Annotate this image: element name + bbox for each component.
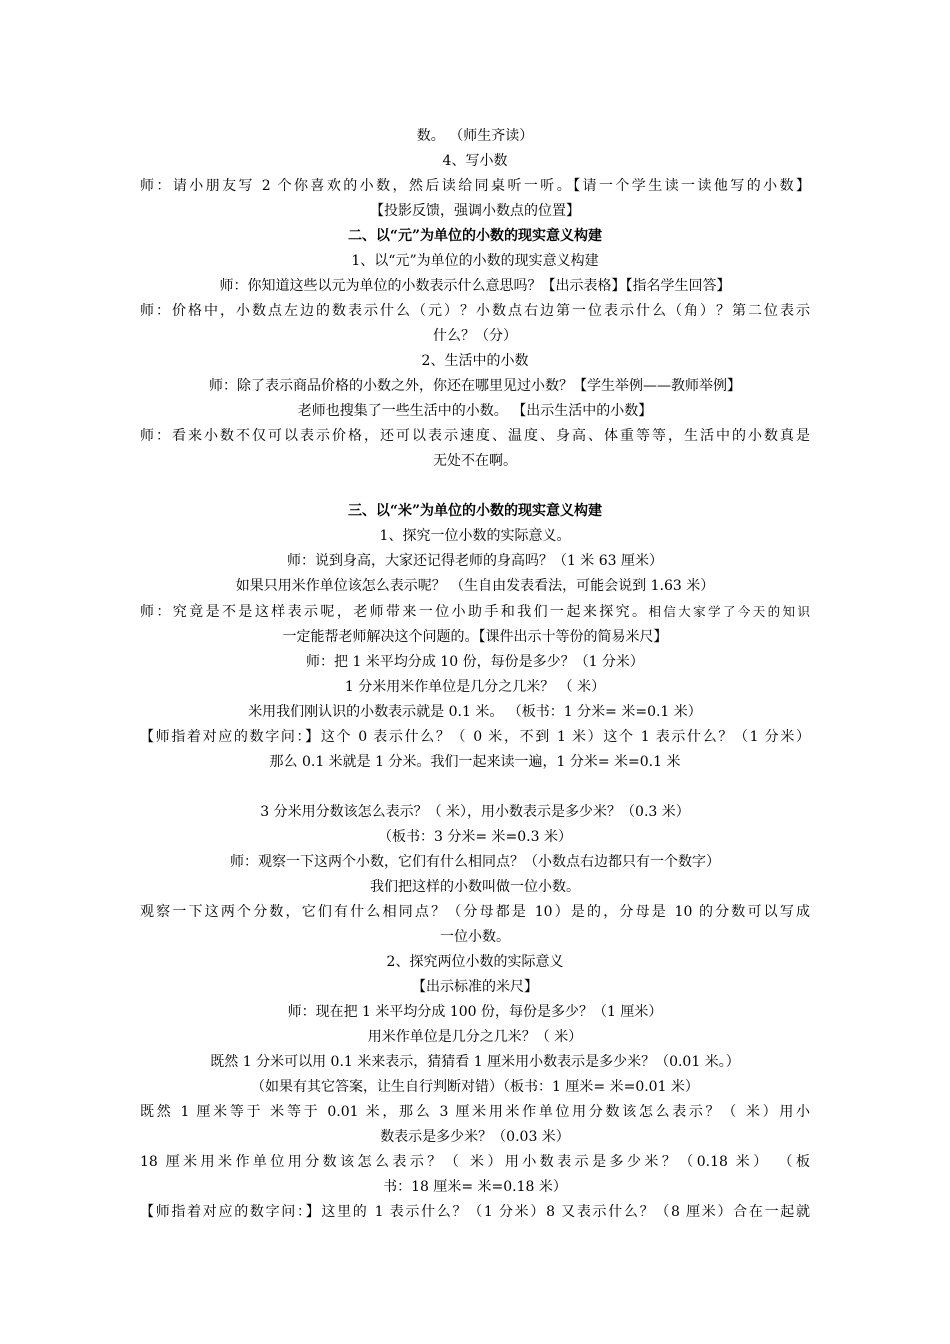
text-line: 18 厘米用米作单位用分数该怎么表示？（ 米）用小数表示是多少米？（0.18 米） （板 xyxy=(140,1154,810,1170)
text-line: 【投影反馈，强调小数点的位置】 xyxy=(370,203,580,219)
text-line: 3 分米用分数该怎么表示？（ 米），用小数表示是多少米？（0.3 米） xyxy=(260,804,690,820)
text-line: 师：观察一下这两个小数，它们有什么相同点？（小数点右边都只有一个数字） xyxy=(230,854,720,870)
text-segment-small: 相信大家学了今天的知识 xyxy=(648,604,810,619)
text-line: 既然 1 分米可以用 0.1 米来表示，猜猜看 1 厘米用小数表示是多少米？（0.01 米。） xyxy=(210,1054,740,1070)
text-line: 师：价格中，小数点左边的数表示什么（元）？小数点右边第一位表示什么（角）？第二位表示 xyxy=(140,303,810,319)
text-line: 米用我们刚认识的小数表示就是 0.1 米。 （板书：1 分米= 米=0.1 米） xyxy=(248,704,702,720)
text-line: 一位小数。 xyxy=(440,929,510,945)
blank-line xyxy=(140,474,810,499)
subheading: 1、以“元”为单位的小数的现实意义构建 xyxy=(351,253,599,269)
text-line: （如果有其它答案，让生自行判断对错）（板书：1 厘米= 米=0.01 米） xyxy=(251,1079,699,1095)
text-line: 师：说到身高，大家还记得老师的身高吗？（1 米 63 厘米） xyxy=(286,553,664,569)
text-line: 我们把这样的小数叫做一位小数。 xyxy=(370,879,580,895)
text-line: 什么？（分） xyxy=(433,328,517,344)
section-heading-2: 二、以“元”为单位的小数的现实意义构建 xyxy=(347,228,603,244)
text-line: 【师指着对应的数字问：】这里的 1 表示什么？（1 分米）8 又表示什么？（8 厘米）合在一起就 xyxy=(140,1204,810,1220)
subheading: 1、探究一位小数的实际意义。 xyxy=(379,528,571,544)
subheading: 2、生活中的小数 xyxy=(421,353,529,369)
text-segment: 师：究竟是不是这样表示呢，老师带来一位小助手和我们一起来探究。 xyxy=(140,604,649,620)
text-line: 师：除了表示商品价格的小数之外，你还在哪里见过小数？【学生举例——教师举例】 xyxy=(209,378,741,394)
document-page xyxy=(140,124,810,1225)
text-line: 数表示是多少米？（0.03 米） xyxy=(380,1129,570,1145)
text-line: 【出示标准的米尺】 xyxy=(412,979,538,995)
text-line: （板书：3 分米= 米=0.3 米） xyxy=(378,829,572,845)
text-line: 用米作单位是几分之几米？（ 米） xyxy=(367,1029,583,1045)
subheading: 4、写小数 xyxy=(442,153,508,169)
text-line: 如果只用米作单位该怎么表示呢？ （生自由发表看法，可能会说到 1.63 米） xyxy=(235,578,715,594)
text-line: 师：你知道这些以元为单位的小数表示什么意思吗？【出示表格】【指名学生回答】 xyxy=(219,278,731,294)
text-line: 师：把 1 米平均分成 10 份，每份是多少？（1 分米） xyxy=(306,654,644,670)
text-line: 1 分米用米作单位是几分之几米？ （ 米） xyxy=(344,679,606,695)
text-line: 既然 1 厘米等于 米等于 0.01 米，那么 3 厘米用米作单位用分数该怎么表示？（ 米）用小 xyxy=(140,1104,810,1120)
text-line: 无处不在啊。 xyxy=(433,453,517,469)
text-line: 一定能帮老师解决这个问题的。【课件出示十等份的简易米尺】 xyxy=(282,629,668,645)
text-line: 老师也搜集了一些生活中的小数。 【出示生活中的小数】 xyxy=(297,403,653,419)
blank-line xyxy=(140,775,810,800)
text-line: 那么 0.1 米就是 1 分米。我们一起来读一遍，1 分米= 米=0.1 米 xyxy=(269,754,681,770)
text-line: 书：18 厘米= 米=0.18 米） xyxy=(383,1179,567,1195)
text-line: 数。 （师生齐读） xyxy=(416,128,534,144)
text-line: 师：看来小数不仅可以表示价格，还可以表示速度、温度、身高、体重等等，生活中的小数真是 xyxy=(140,428,810,444)
text-line: 【师指着对应的数字问：】这个 0 表示什么？（ 0 米，不到 1 米）这个 1 表示什么？（1 分米） xyxy=(140,729,810,745)
subheading: 2、探究两位小数的实际意义 xyxy=(386,954,564,970)
text-line: 师：现在把 1 米平均分成 100 份，每份是多少？（1 厘米） xyxy=(287,1004,663,1020)
section-heading-3: 三、以“米”为单位的小数的现实意义构建 xyxy=(347,503,603,519)
text-line xyxy=(140,599,810,625)
text-line: 师：请小朋友写 2 个你喜欢的小数，然后读给同桌听一听。【请一个学生读一读他写的小数】 xyxy=(140,178,810,194)
text-line: 观察一下这两个分数，它们有什么相同点？（分母都是 10）是的，分母是 10 的分数可以写成 xyxy=(140,904,810,920)
